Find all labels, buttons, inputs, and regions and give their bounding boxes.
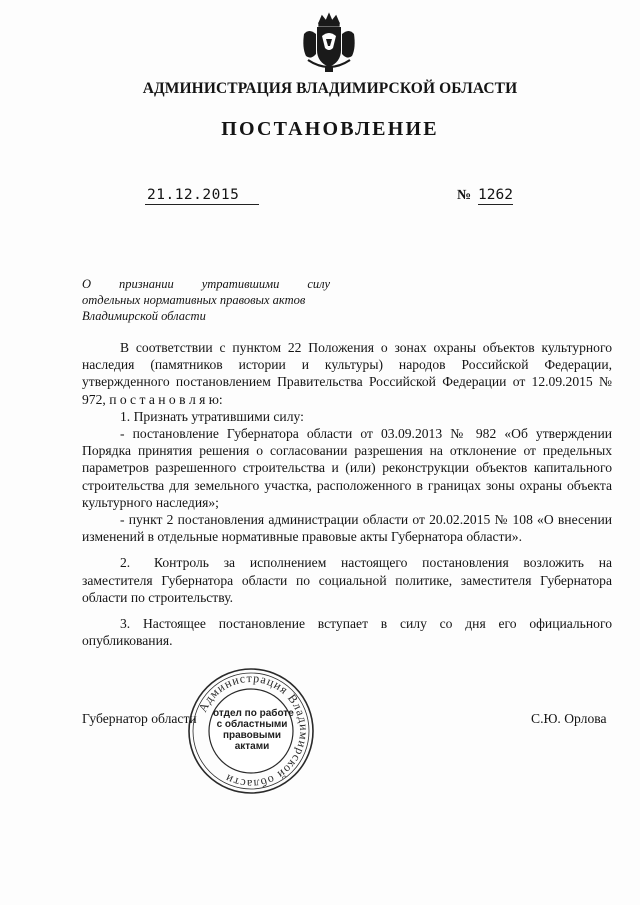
- item-2-paragraph: [82, 554, 612, 606]
- stamp-center-text: отдел по работе с областными правовыми актами: [213, 708, 294, 752]
- document-subject: [82, 276, 330, 324]
- item-2-text: Контроль за исполнением настоящего постановления возложить на заместителя Губернатора области по социальной политике, заместителя Губернатора области по строительству.: [82, 555, 612, 605]
- subject-line-2: отдельных нормативных правовых актов: [82, 293, 306, 307]
- item-1b-paragraph: - пункт 2 постановления администрации области от 20.02.2015 № 108 «О внесении изменений в отдельные нормативные правовые акты Губернатора области».: [82, 512, 612, 545]
- organization-title: АДМИНИСТРАЦИЯ ВЛАДИМИРСКОЙ ОБЛАСТИ: [142, 80, 518, 97]
- document-type-title: ПОСТАНОВЛЕНИЕ: [221, 118, 439, 140]
- item-1-paragraph: 1. Признать утратившими силу:: [120, 408, 304, 424]
- subject-line-1: О признании утратившими силу: [82, 277, 331, 291]
- stamp-ring-text: Администрация Владимирской области: [195, 670, 312, 792]
- item-1a-paragraph: - постановление Губернатора области от 03.09.2013 № 982 «Об утверждении Порядка принятия решения о согласовании разрешения на отклонение от предельных параметров разрешенного строительства и (или) реконструкции объектов капитального строительства для земельного участка, расположенного в границах зоны охраны объекта культурного наследия»;: [82, 426, 612, 510]
- signatory-position: Губернатор области: [82, 711, 197, 726]
- document-number: 1262: [478, 187, 513, 203]
- document-date: 21.12.2015: [145, 186, 259, 205]
- signatory-name: С.Ю. Орлова: [531, 711, 607, 726]
- item-2-number: 2.: [120, 555, 131, 571]
- number-sign: №: [457, 188, 472, 203]
- document-body: [82, 339, 612, 649]
- subject-line-3: Владимирской области: [82, 309, 206, 323]
- preamble-paragraph: В соответствии с пунктом 22 Положения о зонах охраны объектов культурного наследия (памятников истории и культуры) народов Российской Федерации, утвержденного постановлением Правительства Российской Федерации от 12.09.2015 № 972, п о с т а н о в л я ю:: [82, 340, 612, 407]
- coat-of-arms-icon: [300, 12, 358, 74]
- item-3-paragraph: 3. Настоящее постановление вступает в силу со дня его официального опубликования.: [82, 616, 612, 649]
